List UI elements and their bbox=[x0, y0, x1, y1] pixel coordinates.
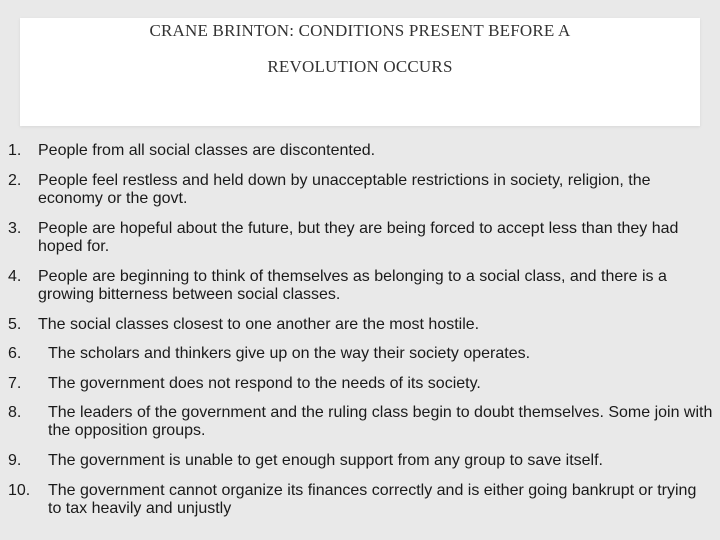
item-number: 8. bbox=[8, 404, 22, 421]
item-text: The leaders of the government and the ruling class begin to doubt themselves. Some join with the opposition groups. bbox=[48, 404, 713, 439]
item-number: 4. bbox=[8, 268, 22, 285]
item-text: The scholars and thinkers give up on the way their society operates. bbox=[48, 345, 531, 362]
item-text: The government is unable to get enough support from any group to save itself. bbox=[48, 452, 603, 469]
item-number: 3. bbox=[8, 220, 22, 237]
item-number: 6. bbox=[8, 345, 22, 362]
item-number: 10. bbox=[8, 482, 31, 499]
item-number: 5. bbox=[8, 316, 22, 333]
item-number: 9. bbox=[8, 452, 22, 469]
slide-title-line-1: CRANE BRINTON: CONDITIONS PRESENT BEFORE A bbox=[149, 21, 571, 40]
item-number: 1. bbox=[8, 142, 22, 159]
item-number: 7. bbox=[8, 375, 22, 392]
item-text: The government cannot organize its finances correctly and is either going bankrupt or trying to tax heavily and unjustly bbox=[48, 482, 697, 517]
item-number: 2. bbox=[8, 172, 22, 189]
item-text: People are hopeful about the future, but they are being forced to accept less than they had hoped for. bbox=[38, 220, 679, 255]
item-text: People from all social classes are discontented. bbox=[38, 142, 376, 159]
item-text: People feel restless and held down by unacceptable restrictions in society, religion, the economy or the govt. bbox=[38, 172, 651, 207]
slide-title-line-2: REVOLUTION OCCURS bbox=[267, 57, 453, 76]
item-text: People are beginning to think of themselves as belonging to a social class, and there is a growing bitterness between social classes. bbox=[38, 268, 667, 303]
item-text: The social classes closest to one another are the most hostile. bbox=[38, 316, 480, 333]
item-text: The government does not respond to the needs of its society. bbox=[48, 375, 481, 392]
